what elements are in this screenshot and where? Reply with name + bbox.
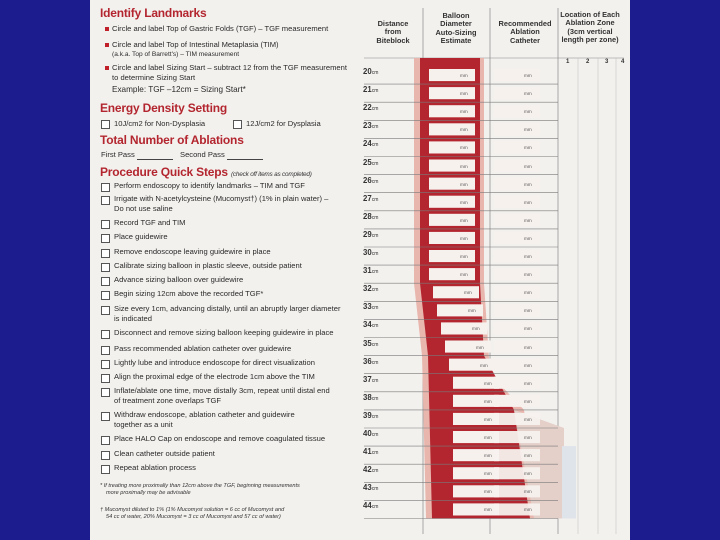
row-distance	[363, 67, 378, 76]
balloon-cell-bg	[453, 377, 499, 389]
row-distance-value: 40	[363, 429, 372, 438]
step-checkbox[interactable]	[101, 306, 110, 315]
row-distance-value: 21	[363, 85, 372, 95]
step-checkbox[interactable]	[101, 412, 110, 421]
step-text-continued: of treatment zone overlaps TGF	[114, 396, 222, 405]
balloon-diameter-field[interactable]: mm	[460, 217, 468, 223]
col-balloon-line-3: Auto-Sizing	[435, 27, 477, 37]
row-distance-unit: cm	[371, 269, 379, 276]
balloon-cell-bg	[429, 160, 475, 172]
row-distance	[363, 284, 378, 293]
step-checkbox[interactable]	[101, 465, 110, 474]
esophagus-diagram	[364, 8, 624, 534]
balloon-diameter-field[interactable]: mm	[460, 235, 468, 241]
balloon-cell-bg	[429, 69, 475, 81]
balloon-diameter-field[interactable]: mm	[460, 127, 468, 133]
zone-label: 1	[566, 59, 570, 65]
catheter-cell-bg	[494, 87, 540, 99]
landmark-example: Example: TGF –12cm = Sizing Start*	[112, 85, 246, 94]
step-checkbox[interactable]	[101, 346, 110, 355]
step-checkbox[interactable]	[101, 277, 110, 286]
row-distance	[363, 266, 378, 275]
balloon-cell-bg	[429, 178, 475, 190]
row-distance-value: 44	[363, 501, 372, 511]
catheter-cell-bg	[494, 485, 540, 497]
step-checkbox[interactable]	[101, 388, 110, 397]
row-distance-value: 30	[363, 248, 372, 257]
step-checkbox[interactable]	[101, 263, 110, 272]
row-distance-unit: cm	[371, 124, 379, 131]
balloon-cell-bg	[429, 141, 475, 153]
row-distance-unit: cm	[371, 214, 379, 221]
row-distance-value: 36	[363, 356, 372, 366]
step-text: Pass recommended ablation catheter over guidewire	[114, 344, 292, 353]
row-distance	[363, 302, 378, 311]
row-distance-unit: cm	[371, 70, 379, 76]
balloon-diameter-field[interactable]: mm	[468, 308, 476, 314]
balloon-diameter-field[interactable]: mm	[460, 199, 468, 205]
row-distance	[363, 103, 378, 112]
balloon-diameter-field[interactable]: mm	[460, 91, 468, 97]
catheter-cell-bg	[494, 359, 540, 371]
balloon-cell-bg	[453, 467, 499, 479]
step-checkbox[interactable]	[101, 374, 110, 383]
catheter-cell-bg	[494, 467, 540, 479]
row-distance	[363, 194, 378, 203]
row-distance-value: 43	[363, 483, 372, 493]
row-distance	[363, 176, 378, 185]
step-text: Disconnect and remove sizing balloon keeping guidewire in place	[114, 328, 334, 337]
row-distance-unit: cm	[371, 341, 379, 348]
ablation-catheter-field[interactable]: mm	[524, 290, 532, 296]
ablation-catheter-field[interactable]: mm	[524, 199, 532, 205]
row-distance	[363, 393, 378, 402]
ablations-title: Total Number of Ablations	[100, 133, 244, 147]
row-distance-unit: cm	[371, 106, 379, 113]
footnote-1	[100, 483, 300, 496]
ablation-catheter-field[interactable]: mm	[524, 272, 532, 278]
step-text: Clean catheter outside patient	[114, 449, 215, 458]
catheter-cell-bg	[494, 268, 540, 280]
row-distance-value: 37	[363, 374, 372, 384]
ablation-catheter-field[interactable]: mm	[524, 127, 532, 133]
row-distance-unit: cm	[371, 413, 379, 420]
row-distance-unit: cm	[371, 251, 379, 257]
balloon-diameter-field[interactable]: mm	[484, 398, 492, 404]
procedure-title-text: Procedure Quick Steps	[100, 165, 228, 179]
ablation-catheter-field[interactable]: mm	[524, 326, 532, 332]
landmarks-title: Identify Landmarks	[100, 6, 207, 20]
balloon-diameter-field[interactable]: mm	[484, 489, 492, 495]
row-distance	[363, 339, 378, 348]
checklist-sheet	[90, 0, 630, 540]
balloon-cell-bg	[429, 268, 475, 280]
procedure-title	[100, 165, 312, 179]
balloon-cell-bg	[433, 286, 479, 298]
row-distance	[363, 483, 378, 492]
catheter-cell-bg	[494, 250, 540, 262]
row-distance-unit: cm	[371, 287, 379, 294]
row-distance-unit: cm	[371, 468, 379, 475]
balloon-cell-bg	[429, 250, 475, 262]
balloon-diameter-field[interactable]: mm	[460, 272, 468, 278]
first-pass-field[interactable]	[137, 159, 173, 160]
catheter-cell-bg	[494, 105, 540, 117]
step-checkbox[interactable]	[101, 183, 110, 192]
step-text: Inflate/ablate one time, move distally 3cm, repeat until distal end	[114, 386, 330, 395]
step-checkbox[interactable]	[101, 436, 110, 445]
row-distance-value: 25	[363, 157, 372, 167]
balloon-diameter-field[interactable]: mm	[460, 163, 468, 169]
row-distance-unit: cm	[371, 377, 379, 384]
row-distance-value: 31	[363, 266, 372, 276]
step-text: Perform endoscopy to identify landmarks – TIM and TGF	[114, 181, 305, 190]
catheter-cell-bg	[494, 123, 540, 135]
step-text: Record TGF and TIM	[114, 218, 186, 227]
row-distance-unit: cm	[371, 450, 379, 457]
ablation-catheter-field[interactable]: mm	[524, 217, 532, 223]
balloon-cell-bg	[429, 123, 475, 135]
row-distance	[363, 121, 378, 130]
catheter-cell-bg	[494, 395, 540, 407]
row-distance	[363, 320, 378, 329]
row-distance-value: 20	[363, 67, 372, 76]
col-catheter-line-3: Catheter	[510, 35, 540, 45]
col-distance-line-3: Biteblock	[376, 35, 410, 45]
footnote-1-line-2: more proximally may be advisable	[106, 489, 191, 496]
zone-label: 2	[586, 59, 590, 65]
row-distance-value: 32	[363, 284, 372, 294]
ablation-catheter-field[interactable]: mm	[524, 380, 532, 386]
zone-label: 3	[605, 59, 609, 65]
ablation-catheter-field[interactable]: mm	[524, 308, 532, 314]
ablation-catheter-field[interactable]: mm	[524, 489, 532, 495]
balloon-diameter-field[interactable]: mm	[464, 290, 472, 296]
step-checkbox[interactable]	[101, 196, 110, 205]
balloon-cell-bg	[429, 214, 475, 226]
step-checkbox[interactable]	[101, 330, 110, 339]
step-checkbox[interactable]	[101, 220, 110, 229]
row-distance-unit: cm	[371, 142, 379, 149]
catheter-cell-bg	[494, 141, 540, 153]
footnote-2	[100, 507, 284, 520]
landmark-step-2-note: (a.k.a. Top of Barrett's) – TIM measurement	[112, 51, 240, 58]
balloon-cell-bg	[449, 359, 495, 371]
catheter-cell-bg	[494, 413, 540, 425]
ablation-catheter-field[interactable]: mm	[524, 163, 532, 169]
ablation-catheter-field[interactable]: mm	[524, 109, 532, 115]
step-checkbox[interactable]	[101, 249, 110, 258]
landmark-step-3: Circle and label Sizing Start – subtract 12 from the TGF measurement	[112, 63, 347, 72]
footnote-2-line-1: † Mucomyst diluted to 1% (1% Mucomyst solution = 6 cc of Mucomyst and	[100, 507, 285, 513]
col-balloon-line-2: Diameter	[440, 19, 472, 29]
energy-title: Energy Density Setting	[100, 101, 227, 115]
row-distance-value: 38	[363, 392, 372, 402]
balloon-diameter-field[interactable]: mm	[472, 326, 480, 332]
second-pass-field[interactable]	[227, 159, 263, 160]
col-location-line-4: length per zone)	[561, 34, 619, 44]
row-distance-unit: cm	[371, 359, 379, 366]
step-checkbox[interactable]	[101, 234, 110, 243]
row-distance	[363, 85, 378, 94]
col-distance-line-1: Distance	[377, 19, 409, 28]
zone-label: 4	[621, 59, 625, 65]
row-distance-value: 24	[363, 139, 372, 149]
row-distance-value: 41	[363, 447, 372, 457]
sizing-table	[364, 8, 624, 534]
balloon-diameter-field[interactable]: mm	[484, 471, 492, 477]
row-distance	[363, 375, 378, 384]
row-distance	[363, 501, 378, 510]
step-text: Place guidewire	[114, 232, 168, 241]
first-pass-label: First Pass	[101, 150, 135, 159]
step-text: Advance sizing balloon over guidewire	[114, 275, 244, 284]
balloon-cell-bg	[429, 87, 475, 99]
ablation-catheter-field[interactable]: mm	[524, 362, 532, 368]
balloon-cell-bg	[429, 232, 475, 244]
row-distance	[363, 248, 378, 257]
catheter-cell-bg	[494, 503, 540, 515]
row-distance	[363, 139, 378, 148]
balloon-diameter-field[interactable]: mm	[480, 362, 488, 368]
balloon-diameter-field[interactable]: mm	[484, 435, 492, 440]
ablation-catheter-field[interactable]: mm	[524, 416, 532, 422]
row-distance-value: 35	[363, 338, 372, 348]
balloon-diameter-field[interactable]: mm	[460, 254, 468, 259]
col-distance-header	[366, 20, 420, 45]
step-text: Irrigate with N-acetylcysteine (Mucomyst†) (1% in plain water) –	[114, 194, 329, 203]
row-distance-unit: cm	[371, 196, 379, 203]
row-distance-value: 34	[363, 320, 372, 330]
blue-tint	[562, 446, 576, 518]
row-distance-value: 29	[363, 229, 372, 239]
col-location-line-2: Ablation Zone	[565, 18, 615, 28]
catheter-cell-bg	[494, 431, 540, 443]
col-location-header	[556, 11, 624, 44]
col-catheter-line-1: Recommended	[498, 19, 552, 28]
step-text: Align the proximal edge of the electrode 1cm above the TIM	[114, 372, 315, 381]
row-distance-unit: cm	[371, 323, 379, 330]
col-balloon-line-4: Estimate	[440, 35, 472, 45]
row-distance-value: 27	[363, 193, 372, 203]
step-checkbox[interactable]	[101, 451, 110, 460]
balloon-cell-bg	[429, 105, 475, 117]
step-checkbox[interactable]	[101, 291, 110, 300]
step-text: Place HALO Cap on endoscope and remove coagulated tissue	[114, 434, 326, 443]
landmark-step-2: Circle and label Top of Intestinal Metaplasia (TIM)	[112, 40, 279, 49]
row-distance-unit: cm	[371, 160, 379, 167]
col-location-line-1: Location of Each	[560, 10, 620, 19]
col-balloon-line-1: Balloon	[442, 11, 470, 20]
row-distance-unit: cm	[371, 232, 379, 239]
balloon-diameter-field[interactable]: mm	[460, 181, 468, 187]
ablation-catheter-field[interactable]: mm	[524, 398, 532, 404]
step-text: Repeat ablation process	[114, 463, 196, 472]
balloon-cell-bg	[453, 503, 499, 515]
row-distance	[363, 357, 378, 366]
row-distance	[363, 465, 378, 474]
catheter-cell-bg	[494, 214, 540, 226]
ablation-catheter-field[interactable]: mm	[524, 507, 532, 513]
balloon-diameter-field[interactable]: mm	[460, 145, 468, 151]
balloon-cell-bg	[453, 485, 499, 497]
row-distance-value: 33	[363, 302, 372, 312]
catheter-cell-bg	[494, 69, 540, 81]
col-catheter-line-2: Ablation	[510, 27, 540, 37]
step-text: Remove endoscope leaving guidewire in place	[114, 247, 271, 256]
row-distance-value: 23	[363, 121, 372, 131]
ablation-catheter-field[interactable]: mm	[524, 145, 532, 151]
row-distance-unit: cm	[371, 305, 379, 312]
balloon-cell-bg	[441, 322, 487, 334]
catheter-cell-bg	[494, 196, 540, 208]
ablation-catheter-field[interactable]: mm	[524, 453, 532, 459]
col-balloon-header	[422, 12, 490, 45]
catheter-cell-bg	[494, 286, 540, 298]
energy-12j-label: 12J/cm2 for Dysplasia	[246, 119, 321, 128]
balloon-cell-bg	[429, 196, 475, 208]
balloon-cell-bg	[453, 395, 499, 407]
balloon-diameter-field[interactable]: mm	[460, 73, 468, 78]
footnote-1-line-1: * If treating more proximally than 12cm above the TGF, beginning measurements	[100, 483, 300, 489]
row-distance-unit: cm	[371, 486, 379, 493]
step-text: Begin sizing 12cm above the recorded TGF*	[114, 289, 264, 298]
row-distance	[363, 230, 378, 239]
row-distance-unit: cm	[371, 178, 379, 185]
row-distance-value: 22	[363, 103, 372, 113]
row-distance	[363, 212, 378, 221]
catheter-cell-bg	[494, 449, 540, 461]
energy-12j-checkbox[interactable]	[233, 120, 242, 129]
ablation-catheter-field[interactable]: mm	[524, 344, 532, 350]
catheter-cell-bg	[494, 304, 540, 316]
step-text: Withdraw endoscope, ablation catheter and guidewire	[114, 410, 295, 419]
balloon-cell-bg	[453, 431, 499, 443]
balloon-cell-bg	[437, 304, 483, 316]
ablation-catheter-field[interactable]: mm	[524, 181, 532, 187]
landmark-step-1: Circle and label Top of Gastric Folds (TGF) – TGF measurement	[112, 24, 329, 33]
balloon-cell-bg	[453, 413, 499, 425]
catheter-cell-bg	[494, 377, 540, 389]
step-text-continued: Do not use saline	[114, 204, 173, 213]
procedure-note: (check off items as completed)	[231, 171, 312, 178]
row-distance	[363, 411, 378, 420]
step-text-continued: is indicated	[114, 314, 152, 323]
catheter-cell-bg	[494, 178, 540, 190]
balloon-cell-bg	[445, 341, 491, 353]
row-distance-value: 28	[363, 211, 372, 221]
balloon-diameter-field[interactable]: mm	[476, 344, 484, 350]
step-text-continued: together as a unit	[114, 420, 173, 429]
balloon-diameter-field[interactable]: mm	[484, 507, 492, 513]
row-distance-unit: cm	[371, 432, 379, 438]
row-distance	[363, 429, 378, 438]
energy-10j-label: 10J/cm2 for Non-Dysplasia	[114, 119, 206, 128]
step-text: Calibrate sizing balloon in plastic sleeve, outside patient	[114, 261, 302, 270]
balloon-diameter-field[interactable]: mm	[460, 109, 468, 115]
ablation-catheter-field[interactable]: mm	[524, 435, 532, 440]
balloon-diameter-field[interactable]: mm	[484, 453, 492, 459]
row-distance	[363, 447, 378, 456]
step-text: Size every 1cm, advancing distally, until an abruptly larger diameter	[114, 304, 341, 313]
second-pass-label: Second Pass	[180, 150, 225, 159]
catheter-cell-bg	[494, 232, 540, 244]
col-catheter-header	[490, 20, 560, 45]
ablation-catheter-field[interactable]: mm	[524, 471, 532, 477]
catheter-cell-bg	[494, 341, 540, 353]
row-distance-unit: cm	[371, 395, 379, 402]
footnote-2-line-2: 54 cc of water, 20% Mucomyst = 3 cc of Mucomyst and 57 cc of water)	[106, 513, 281, 520]
ablation-catheter-field[interactable]: mm	[524, 91, 532, 97]
row-distance-value: 39	[363, 410, 372, 420]
energy-10j-checkbox[interactable]	[101, 120, 110, 129]
col-distance-line-2: from	[384, 27, 402, 37]
row-distance-unit: cm	[371, 504, 379, 511]
balloon-cell-bg	[453, 449, 499, 461]
balloon-diameter-field[interactable]: mm	[484, 416, 492, 422]
row-distance-value: 42	[363, 465, 372, 475]
row-distance-unit: cm	[371, 88, 379, 95]
catheter-cell-bg	[494, 160, 540, 172]
row-distance-value: 26	[363, 175, 372, 185]
step-text: Lightly lube and introduce endoscope for direct visualization	[114, 358, 315, 367]
ablation-catheter-field[interactable]: mm	[524, 73, 532, 78]
ablation-catheter-field[interactable]: mm	[524, 235, 532, 241]
row-distance	[363, 158, 378, 167]
catheter-cell-bg	[494, 322, 540, 334]
step-checkbox[interactable]	[101, 360, 110, 369]
balloon-diameter-field[interactable]: mm	[484, 380, 492, 386]
col-location-line-3: (3cm vertical	[567, 26, 613, 36]
ablation-catheter-field[interactable]: mm	[524, 254, 532, 259]
landmark-step-3-cont: to determine Sizing Start	[112, 73, 196, 82]
